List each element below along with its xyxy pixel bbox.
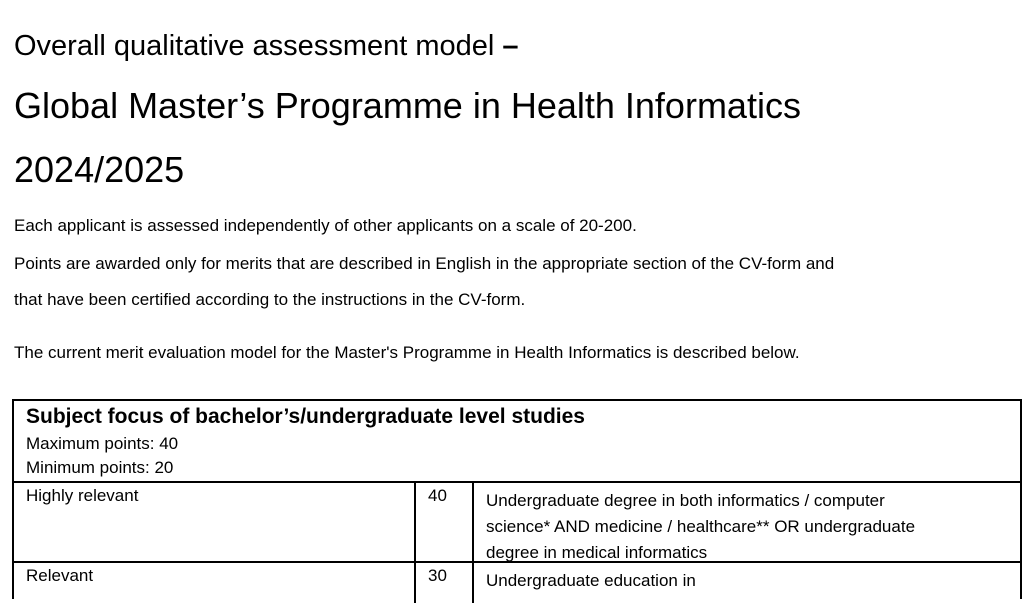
column-divider [414, 483, 416, 561]
intro-paragraph-model: The current merit evaluation model for the Master's Programme in Health Informatics is described below. [14, 343, 800, 362]
row-label: Highly relevant [26, 486, 139, 505]
intro-paragraph-scale: Each applicant is assessed independently of other applicants on a scale of 20-200. [14, 216, 637, 235]
section-max-points: Maximum points: 40 [26, 434, 179, 453]
merit-evaluation-table [12, 399, 1022, 599]
column-divider [414, 563, 416, 603]
row-description [486, 488, 1006, 566]
row-points: 40 [428, 486, 447, 505]
row-label: Relevant [26, 566, 94, 585]
row-description [486, 568, 1006, 594]
row-description-line: degree in medical informatics [486, 543, 708, 562]
heading-programme-name: Global Master’s Programme in Health Informatics [14, 85, 801, 126]
column-divider [472, 563, 474, 603]
table-row [14, 563, 1020, 603]
column-divider [472, 483, 474, 561]
heading-title-dash: – [502, 30, 519, 62]
heading-title-text: Overall qualitative assessment model [14, 30, 495, 62]
intro-paragraph-points-line-2: that have been certified according to the instructions in the CV-form. [14, 290, 526, 309]
table-section-header [14, 401, 1020, 483]
section-min-points: Minimum points: 20 [26, 458, 174, 477]
table-row [14, 483, 1020, 563]
section-title: Subject focus of bachelor’s/undergraduate level studies [26, 405, 585, 428]
row-points: 30 [428, 566, 447, 585]
row-description-line: science* AND medicine / healthcare** OR undergraduate [486, 517, 916, 536]
heading-academic-year: 2024/2025 [14, 149, 185, 190]
row-description-line: Undergraduate degree in both informatics / computer [486, 491, 885, 510]
row-description-line: Undergraduate education in [486, 571, 696, 590]
intro-paragraph-points-line-1: Points are awarded only for merits that are described in English in the appropriate section of the CV-form and [14, 254, 835, 273]
heading-title-line-1 [14, 28, 519, 64]
